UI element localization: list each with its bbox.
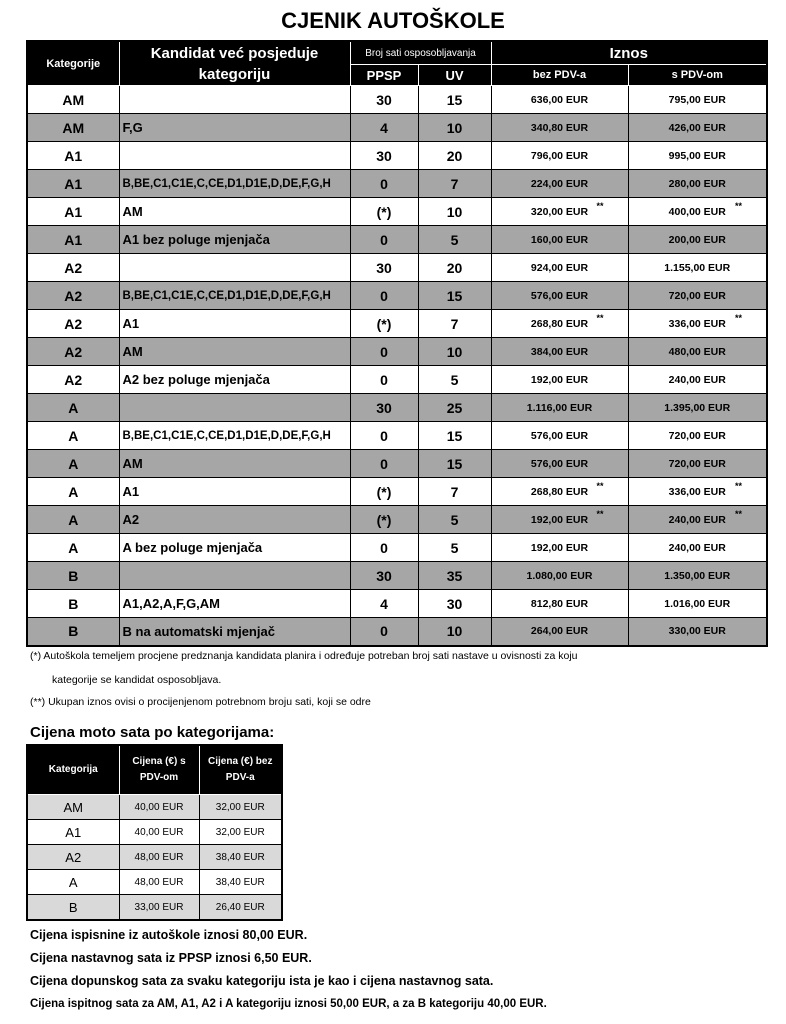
cell-uv: 15	[418, 422, 491, 450]
note-asterisk-line2: kategorije se kandidat osposobljava.	[52, 674, 222, 686]
table-row	[27, 198, 767, 226]
price-value: 576,00 EUR	[530, 457, 589, 470]
cell-ppsp: 30	[350, 86, 418, 114]
stars-marker: **	[596, 481, 604, 491]
header-kategorija: Kategorije	[27, 41, 119, 86]
price-value: 384,00 EUR	[530, 345, 589, 358]
cell-s-pdv	[628, 310, 767, 338]
cell-kategorija: A1	[27, 170, 119, 198]
cell-kategorija: A2	[27, 338, 119, 366]
price-value: 192,00 EUR	[530, 373, 589, 386]
cell-kandidat	[119, 86, 350, 114]
cell-uv: 15	[418, 282, 491, 310]
moto-cell-bez-pdv: 32,00 EUR	[199, 795, 282, 820]
moto-cell-bez-pdv: 26,40 EUR	[199, 895, 282, 921]
cell-kandidat: F,G	[119, 114, 350, 142]
table-row	[27, 422, 767, 450]
moto-cell-s-pdv: 40,00 EUR	[119, 820, 199, 845]
stars-marker: **	[734, 313, 742, 323]
cell-s-pdv	[628, 170, 767, 198]
price-value: 280,00 EUR	[668, 177, 726, 190]
cell-bez-pdv	[491, 366, 628, 394]
price-value: 1.080,00 EUR	[526, 569, 593, 582]
cell-s-pdv	[628, 618, 767, 646]
cell-kategorija: A	[27, 506, 119, 534]
cell-bez-pdv	[491, 310, 628, 338]
cell-uv: 10	[418, 114, 491, 142]
moto-cell-kategorija: B	[27, 895, 119, 921]
price-value: 636,00 EUR	[530, 93, 589, 106]
moto-table-row	[27, 820, 282, 845]
cell-s-pdv	[628, 366, 767, 394]
footer-line-1: Cijena ispisnine iz autoškole iznosi 80,00 EUR.	[30, 928, 308, 942]
price-value: 796,00 EUR	[530, 149, 589, 162]
footer-line-3: Cijena dopunskog sata za svaku kategoriju ista je kao i cijena nastavnog sata.	[30, 974, 494, 988]
cell-kategorija: A	[27, 394, 119, 422]
price-value: 330,00 EUR	[668, 625, 726, 638]
cell-ppsp: 30	[350, 254, 418, 282]
price-value: 400,00 EUR	[668, 205, 726, 218]
cell-kategorija: A	[27, 478, 119, 506]
cell-ppsp: 0	[350, 170, 418, 198]
price-value: 320,00 EUR	[530, 205, 589, 218]
cell-uv: 15	[418, 86, 491, 114]
cell-bez-pdv	[491, 282, 628, 310]
cell-kategorija: AM	[27, 114, 119, 142]
cell-s-pdv	[628, 254, 767, 282]
price-value: 264,00 EUR	[530, 625, 589, 638]
moto-cell-s-pdv: 48,00 EUR	[119, 870, 199, 895]
cell-kandidat: A1	[119, 310, 350, 338]
moto-cell-s-pdv: 40,00 EUR	[119, 795, 199, 820]
stars-marker: **	[596, 201, 604, 211]
cell-kandidat: AM	[119, 338, 350, 366]
cell-kandidat: A2 bez poluge mjenjača	[119, 366, 350, 394]
cell-uv: 10	[418, 618, 491, 646]
cell-s-pdv	[628, 534, 767, 562]
cell-kandidat: AM	[119, 450, 350, 478]
cell-kategorija: A1	[27, 226, 119, 254]
cell-uv: 5	[418, 366, 491, 394]
cell-s-pdv	[628, 478, 767, 506]
stars-marker: **	[734, 481, 742, 491]
price-value: 720,00 EUR	[668, 429, 726, 442]
table-row	[27, 394, 767, 422]
footer-line-4: Cijena ispitnog sata za AM, A1, A2 i A kategoriju iznosi 50,00 EUR, a za B kategoriju 40,00 EUR.	[30, 998, 547, 1010]
price-value: 268,80 EUR	[530, 317, 589, 330]
price-value: 480,00 EUR	[668, 345, 726, 358]
cell-uv: 30	[418, 590, 491, 618]
cell-s-pdv	[628, 86, 767, 114]
table-row	[27, 86, 767, 114]
table-row	[27, 534, 767, 562]
cell-kategorija: A2	[27, 254, 119, 282]
moto-table-row	[27, 870, 282, 895]
price-value: 720,00 EUR	[668, 289, 726, 302]
cell-kategorija: B	[27, 590, 119, 618]
cell-ppsp: 0	[350, 338, 418, 366]
cell-kandidat: B,BE,C1,C1E,C,CE,D1,D1E,D,DE,F,G,H	[119, 170, 350, 198]
price-value: 340,80 EUR	[530, 121, 589, 134]
cell-s-pdv	[628, 394, 767, 422]
moto-price-table	[26, 744, 283, 921]
table-row	[27, 366, 767, 394]
cell-kandidat: A bez poluge mjenjača	[119, 534, 350, 562]
moto-cell-kategorija: AM	[27, 795, 119, 820]
cell-bez-pdv	[491, 394, 628, 422]
cell-uv: 25	[418, 394, 491, 422]
moto-cell-s-pdv: 48,00 EUR	[119, 845, 199, 870]
cell-s-pdv	[628, 198, 767, 226]
price-value: 1.116,00 EUR	[526, 401, 593, 414]
moto-cell-s-pdv: 33,00 EUR	[119, 895, 199, 921]
cell-bez-pdv	[491, 142, 628, 170]
table-row	[27, 254, 767, 282]
cell-s-pdv	[628, 226, 767, 254]
price-value: 1.155,00 EUR	[664, 261, 731, 274]
moto-cell-kategorija: A1	[27, 820, 119, 845]
table-row	[27, 226, 767, 254]
moto-cell-bez-pdv: 38,40 EUR	[199, 870, 282, 895]
cell-ppsp: (*)	[350, 478, 418, 506]
cell-bez-pdv	[491, 478, 628, 506]
table-row	[27, 478, 767, 506]
note-asterisk-line1: (*) Autoškola temeljem procjene predznanja kandidata planira i određuje potreban broj sati nastave u ovisnosti za koju	[30, 650, 578, 662]
price-value: 576,00 EUR	[530, 289, 589, 302]
cell-ppsp: 0	[350, 366, 418, 394]
cell-kandidat: B,BE,C1,C1E,C,CE,D1,D1E,D,DE,F,G,H	[119, 282, 350, 310]
cell-ppsp: 0	[350, 450, 418, 478]
cell-bez-pdv	[491, 198, 628, 226]
stars-marker: **	[596, 509, 604, 519]
moto-header-kategorija: Kategorija	[27, 745, 119, 795]
price-value: 240,00 EUR	[668, 513, 726, 526]
cell-ppsp: 0	[350, 422, 418, 450]
price-value: 268,80 EUR	[530, 485, 589, 498]
cell-kategorija: A2	[27, 310, 119, 338]
cell-kategorija: A2	[27, 366, 119, 394]
cell-bez-pdv	[491, 562, 628, 590]
header-ppsp: PPSP	[350, 65, 418, 86]
price-value: 336,00 EUR	[668, 317, 726, 330]
cell-uv: 5	[418, 534, 491, 562]
price-value: 160,00 EUR	[530, 233, 589, 246]
price-value: 1.016,00 EUR	[664, 597, 731, 610]
moto-cell-bez-pdv: 38,40 EUR	[199, 845, 282, 870]
cell-kandidat: A1 bez poluge mjenjača	[119, 226, 350, 254]
cell-ppsp: 4	[350, 590, 418, 618]
price-value: 1.350,00 EUR	[664, 569, 731, 582]
cell-bez-pdv	[491, 114, 628, 142]
price-value: 995,00 EUR	[668, 149, 726, 162]
moto-table-row	[27, 795, 282, 820]
table-row	[27, 142, 767, 170]
cell-s-pdv	[628, 114, 767, 142]
note-double-asterisk: (**) Ukupan iznos ovisi o procijenjenom potrebnom broju sati, koji se odre	[30, 696, 371, 708]
cell-bez-pdv	[491, 338, 628, 366]
cell-bez-pdv	[491, 226, 628, 254]
price-value: 720,00 EUR	[668, 457, 726, 470]
cell-kategorija: AM	[27, 86, 119, 114]
header-kandidat: Kandidat već posjeduje kategoriju	[119, 41, 350, 86]
moto-cell-kategorija: A2	[27, 845, 119, 870]
price-value: 224,00 EUR	[530, 177, 589, 190]
cell-kandidat: B na automatski mjenjač	[119, 618, 350, 646]
cell-kategorija: B	[27, 618, 119, 646]
cell-ppsp: 0	[350, 282, 418, 310]
price-value: 192,00 EUR	[530, 513, 589, 526]
cell-uv: 7	[418, 478, 491, 506]
price-value: 426,00 EUR	[668, 121, 726, 134]
price-value: 1.395,00 EUR	[664, 401, 731, 414]
table-row	[27, 282, 767, 310]
header-s-pdv: s PDV-om	[628, 65, 767, 86]
cell-kandidat: AM	[119, 198, 350, 226]
price-value: 336,00 EUR	[668, 485, 726, 498]
cell-ppsp: (*)	[350, 310, 418, 338]
cell-bez-pdv	[491, 618, 628, 646]
cell-s-pdv	[628, 282, 767, 310]
cell-kategorija: A1	[27, 142, 119, 170]
cell-s-pdv	[628, 506, 767, 534]
moto-table-row	[27, 845, 282, 870]
header-iznos: Iznos	[491, 41, 767, 65]
table-row	[27, 338, 767, 366]
cell-kandidat: A1	[119, 478, 350, 506]
cell-uv: 35	[418, 562, 491, 590]
cell-kategorija: A	[27, 450, 119, 478]
cell-kategorija: B	[27, 562, 119, 590]
cell-bez-pdv	[491, 422, 628, 450]
moto-table-row	[27, 895, 282, 921]
cell-bez-pdv	[491, 534, 628, 562]
cell-kandidat: A2	[119, 506, 350, 534]
moto-section-title: Cijena moto sata po kategorijama:	[30, 724, 275, 741]
table-row	[27, 562, 767, 590]
price-value: 240,00 EUR	[668, 541, 726, 554]
cell-uv: 20	[418, 254, 491, 282]
moto-cell-bez-pdv: 32,00 EUR	[199, 820, 282, 845]
moto-cell-kategorija: A	[27, 870, 119, 895]
cell-ppsp: 30	[350, 394, 418, 422]
cell-kategorija: A1	[27, 198, 119, 226]
cell-ppsp: (*)	[350, 506, 418, 534]
price-value: 192,00 EUR	[530, 541, 589, 554]
header-uv: UV	[418, 65, 491, 86]
cell-s-pdv	[628, 562, 767, 590]
cell-ppsp: 0	[350, 226, 418, 254]
price-table	[26, 40, 768, 647]
stars-marker: **	[734, 201, 742, 211]
cell-uv: 7	[418, 170, 491, 198]
cell-ppsp: (*)	[350, 198, 418, 226]
price-value: 576,00 EUR	[530, 429, 589, 442]
cell-uv: 7	[418, 310, 491, 338]
cell-ppsp: 30	[350, 562, 418, 590]
table-row	[27, 114, 767, 142]
table-row	[27, 618, 767, 646]
price-value: 812,80 EUR	[530, 597, 589, 610]
cell-bez-pdv	[491, 86, 628, 114]
cell-s-pdv	[628, 338, 767, 366]
table-row	[27, 450, 767, 478]
cell-kategorija: A	[27, 534, 119, 562]
price-value: 924,00 EUR	[530, 261, 589, 274]
footer-line-2: Cijena nastavnog sata iz PPSP iznosi 6,50 EUR.	[30, 951, 312, 965]
cell-ppsp: 0	[350, 534, 418, 562]
moto-header-bez-pdv: Cijena (€) bez PDV-a	[199, 745, 282, 795]
cell-kategorija: A2	[27, 282, 119, 310]
cell-uv: 5	[418, 226, 491, 254]
cell-s-pdv	[628, 590, 767, 618]
cell-uv: 10	[418, 338, 491, 366]
moto-header-s-pdv: Cijena (€) s PDV-om	[119, 745, 199, 795]
cell-ppsp: 0	[350, 618, 418, 646]
cell-kandidat	[119, 254, 350, 282]
cell-uv: 10	[418, 198, 491, 226]
cell-uv: 20	[418, 142, 491, 170]
cell-s-pdv	[628, 142, 767, 170]
cell-ppsp: 4	[350, 114, 418, 142]
table-row	[27, 310, 767, 338]
cell-s-pdv	[628, 422, 767, 450]
stars-marker: **	[734, 509, 742, 519]
page-title: CJENIK AUTOŠKOLE	[281, 8, 505, 33]
cell-uv: 5	[418, 506, 491, 534]
stars-marker: **	[596, 313, 604, 323]
cell-bez-pdv	[491, 450, 628, 478]
cell-bez-pdv	[491, 170, 628, 198]
price-value: 240,00 EUR	[668, 373, 726, 386]
header-broj-sati: Broj sati osposobljavanja	[350, 41, 491, 65]
cell-kandidat: A1,A2,A,F,G,AM	[119, 590, 350, 618]
cell-kandidat: B,BE,C1,C1E,C,CE,D1,D1E,D,DE,F,G,H	[119, 422, 350, 450]
header-bez-pdv: bez PDV-a	[491, 65, 628, 86]
cell-ppsp: 30	[350, 142, 418, 170]
price-value: 795,00 EUR	[668, 93, 726, 106]
cell-uv: 15	[418, 450, 491, 478]
cell-bez-pdv	[491, 590, 628, 618]
cell-kandidat	[119, 142, 350, 170]
cell-s-pdv	[628, 450, 767, 478]
cell-kategorija: A	[27, 422, 119, 450]
cell-kandidat	[119, 562, 350, 590]
cell-kandidat	[119, 394, 350, 422]
table-row	[27, 506, 767, 534]
price-value: 200,00 EUR	[668, 233, 726, 246]
cell-bez-pdv	[491, 254, 628, 282]
table-row	[27, 170, 767, 198]
cell-bez-pdv	[491, 506, 628, 534]
table-row	[27, 590, 767, 618]
